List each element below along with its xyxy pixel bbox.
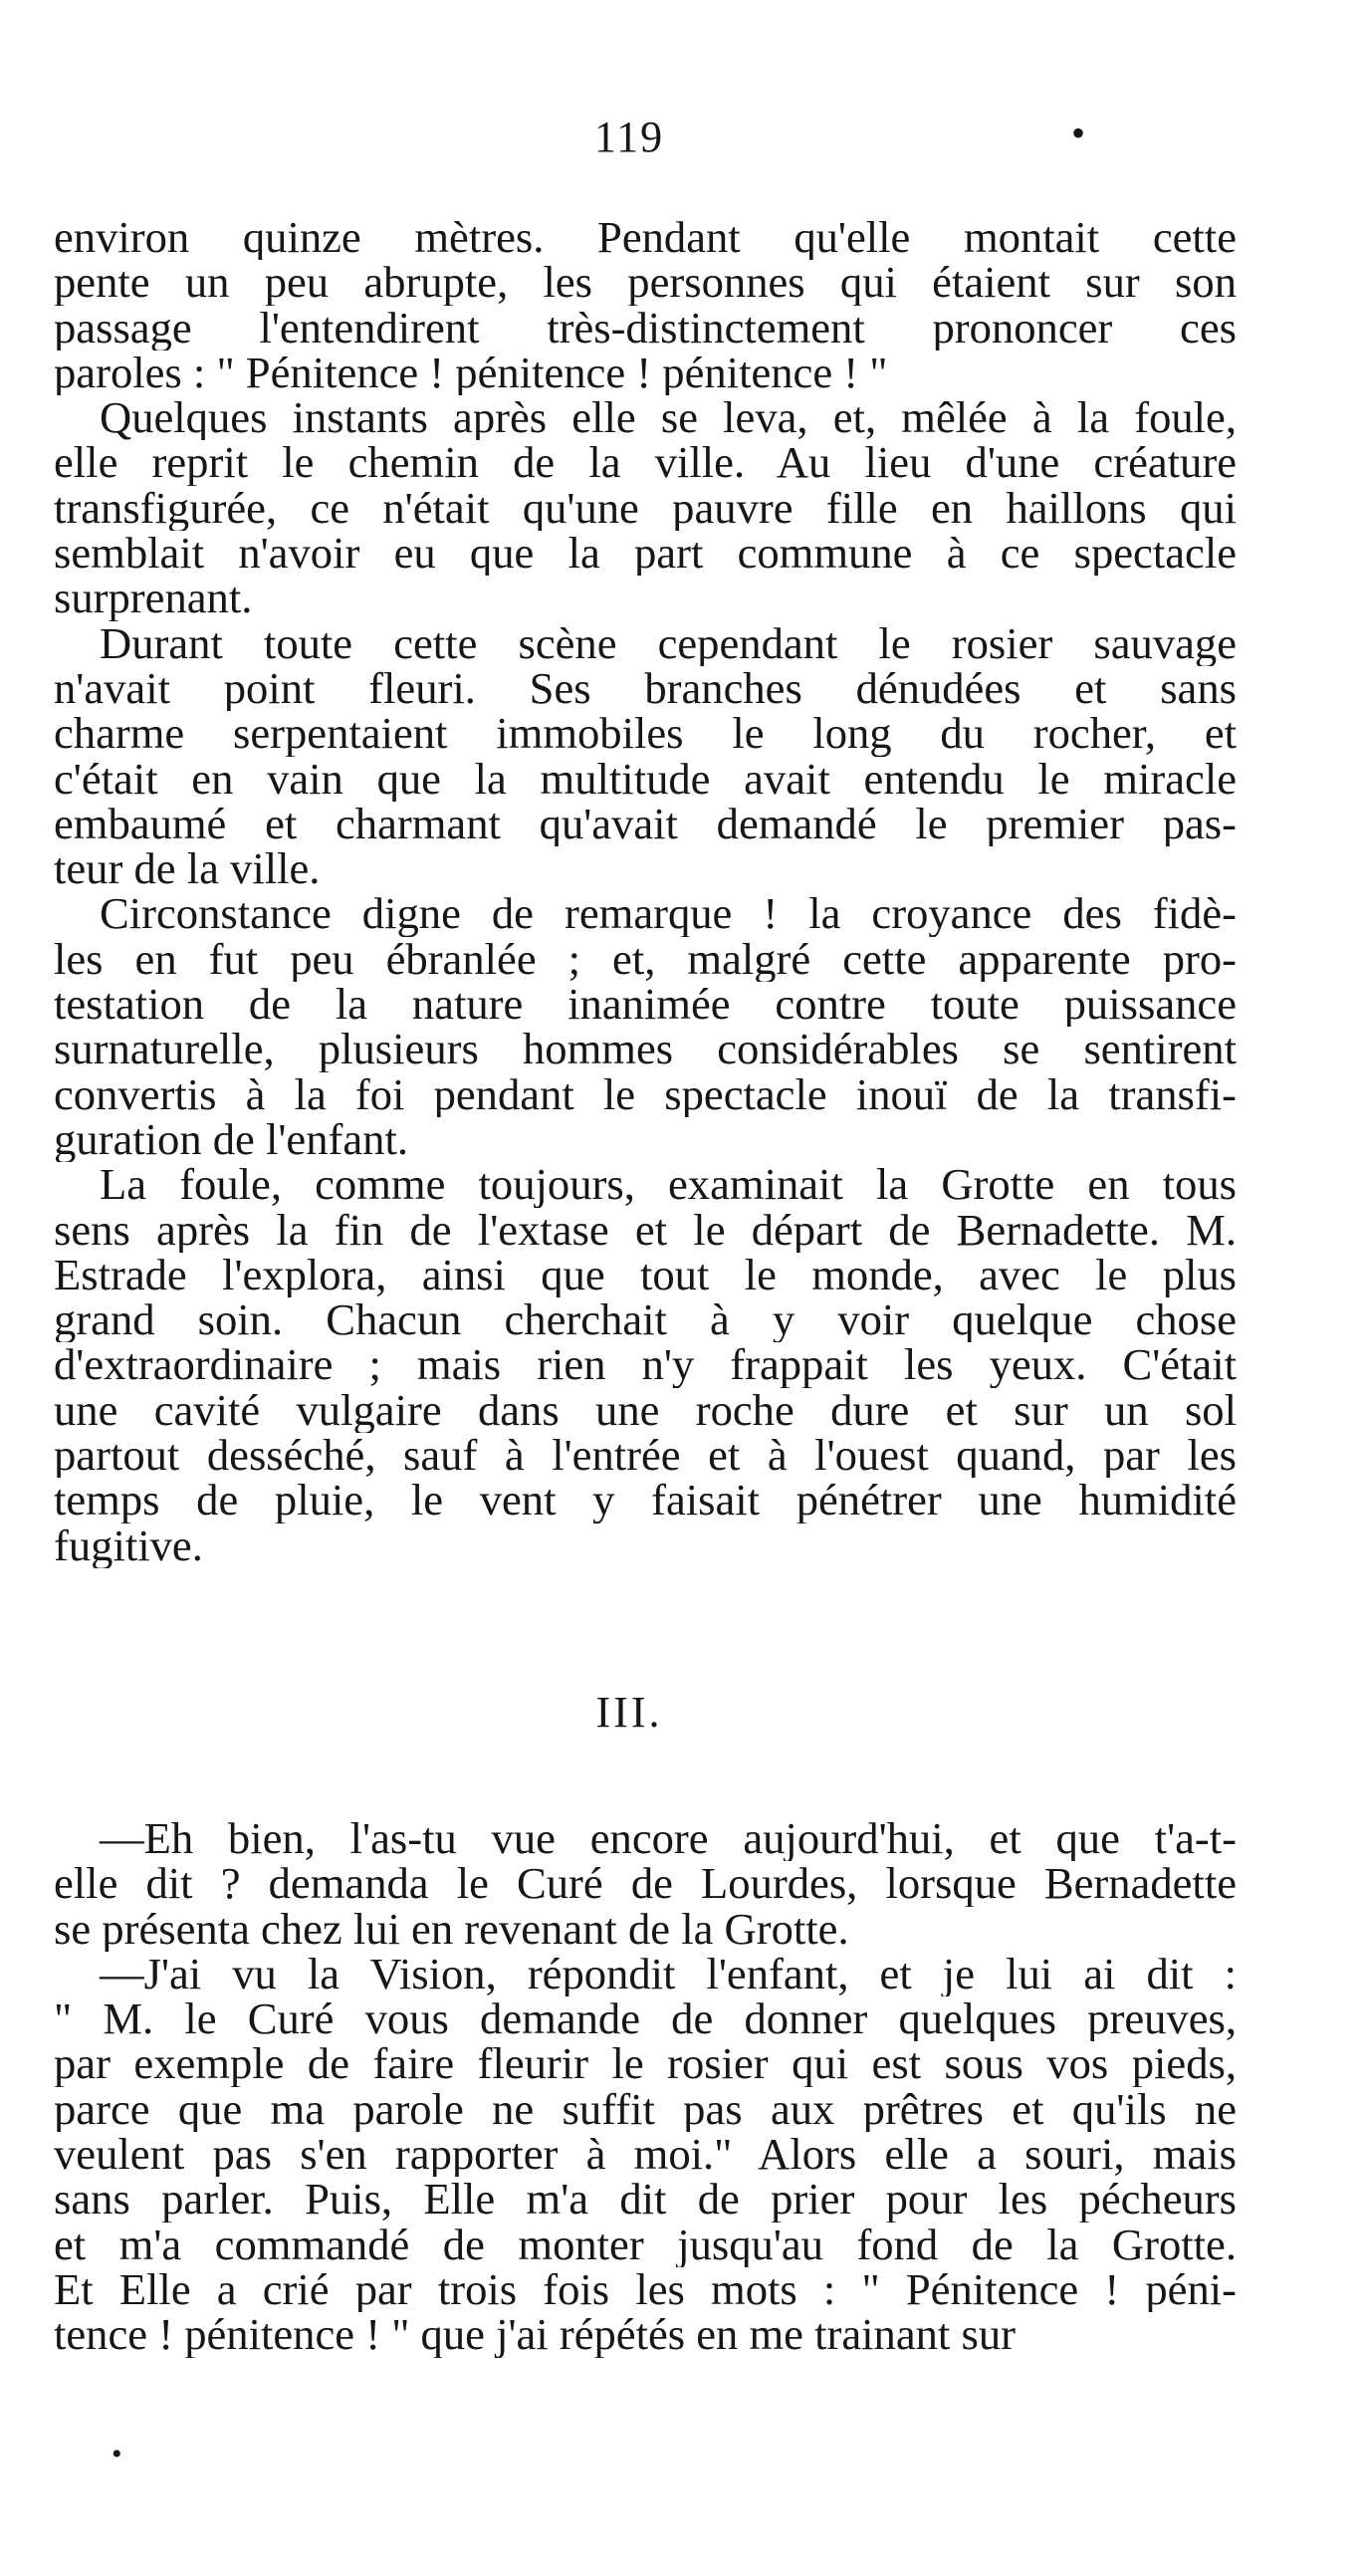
text-line: tence ! pénitence ! " que j'ai répétés en me trainant sur — [54, 2312, 1016, 2358]
text-line: paroles : " Pénitence ! pénitence ! pénitence ! " — [54, 350, 888, 396]
text-line: La foule, comme toujours, examinait la Grotte en tous — [100, 1162, 1237, 1208]
text-line: d'extraordinaire ; mais rien n'y frappait les yeux. C'était — [54, 1342, 1237, 1388]
text-line: une cavité vulgaire dans une roche dure et sur un sol — [54, 1387, 1237, 1434]
text-line: c'était en vain que la multitude avait entendu le miracle — [54, 756, 1237, 802]
text-line: sens après la fin de l'extase et le départ de Bernadette. M. — [54, 1207, 1237, 1253]
text-line: teur de la ville. — [54, 846, 321, 892]
text-line: surprenant. — [54, 576, 253, 621]
text-line: grand soin. Chacun cherchait à y voir quelque chose — [54, 1297, 1237, 1343]
text-line: se présenta chez lui en revenant de la Grotte. — [54, 1906, 849, 1952]
text-line: pente un peu abrupte, les personnes qui étaient sur son — [54, 260, 1237, 306]
text-line: transfigurée, ce n'était qu'une pauvre fille en haillons qui — [54, 485, 1237, 532]
text-line: passage l'entendirent très-distinctement prononcer ces — [54, 305, 1237, 351]
text-line: —J'ai vu la Vision, répondit l'enfant, et je lui ai dit : — [100, 1951, 1237, 1997]
text-line: Circonstance digne de remarque ! la croyance des fidè- — [100, 891, 1237, 937]
text-line: sans parler. Puis, Elle m'a dit de prier pour les pécheurs — [54, 2177, 1237, 2223]
text-line: elle dit ? demanda le Curé de Lourdes, lorsque Bernadette — [54, 1861, 1237, 1907]
text-line: embaumé et charmant qu'avait demandé le premier pas- — [54, 801, 1237, 847]
text-line: partout desséché, sauf à l'entrée et à l'ouest quand, par les — [54, 1433, 1237, 1479]
text-line: environ quinze mètres. Pendant qu'elle montait cette — [54, 215, 1237, 261]
text-line: Estrade l'explora, ainsi que tout le monde, avec le plus — [54, 1252, 1237, 1298]
paragraph — [54, 395, 1237, 620]
text-line: et m'a commandé de monter jusqu'au fond de la Grotte. — [54, 2222, 1237, 2267]
text-line: par exemple de faire fleurir le rosier qui est sous vos pieds, — [54, 2041, 1237, 2087]
text-line: fugitive. — [54, 1522, 203, 1568]
text-line: charme serpentaient immobiles le long du rocher, et — [54, 711, 1237, 757]
text-line: Et Elle a crié par trois fois les mots : " Pénitence ! péni- — [54, 2266, 1237, 2313]
text-line: —Eh bien, l'as-tu vue encore aujourd'hui, et que t'a-t- — [100, 1816, 1237, 1862]
text-line: temps de pluie, le vent y faisait pénétrer une humidité — [54, 1478, 1237, 1523]
text-line: Quelques instants après elle se leva, et, mêlée à la foule, — [100, 395, 1237, 441]
paragraph — [54, 1162, 1237, 1568]
text-line: guration de l'enfant. — [54, 1116, 408, 1163]
text-block-top — [54, 215, 1237, 1568]
paragraph — [54, 215, 1237, 395]
text-block-bottom — [54, 1816, 1237, 2358]
text-line: les en fut peu ébranlée ; et, malgré cette apparente pro- — [54, 936, 1237, 983]
margin-mark: • — [1071, 111, 1086, 155]
text-line: surnaturelle, plusieurs hommes considérables se sentirent — [54, 1027, 1237, 1072]
text-line: " M. le Curé vous demande de donner quelques preuves, — [54, 1996, 1237, 2042]
paragraph — [54, 891, 1237, 1162]
text-line: convertis à la foi pendant le spectacle inouï de la transfi- — [54, 1071, 1237, 1117]
page-number: 119 — [593, 113, 665, 161]
paragraph — [54, 1816, 1237, 1952]
text-line: elle reprit le chemin de la ville. Au lieu d'une créature — [54, 440, 1237, 486]
paragraph — [54, 621, 1237, 892]
paragraph — [54, 1952, 1237, 2358]
stray-mark: • — [112, 2438, 122, 2470]
text-line: testation de la nature inanimée contre toute puissance — [54, 982, 1237, 1028]
text-line: Durant toute cette scène cependant le rosier sauvage — [100, 620, 1237, 666]
text-line: parce que ma parole ne suffit pas aux prêtres et qu'ils ne — [54, 2086, 1237, 2133]
text-line: semblait n'avoir eu que la part commune à ce spectacle — [54, 531, 1237, 577]
text-line: veulent pas s'en rapporter à moi." Alors elle a souri, mais — [54, 2132, 1237, 2178]
text-line: n'avait point fleuri. Ses branches dénudées et sans — [54, 665, 1237, 712]
section-heading: III. — [595, 1688, 663, 1737]
